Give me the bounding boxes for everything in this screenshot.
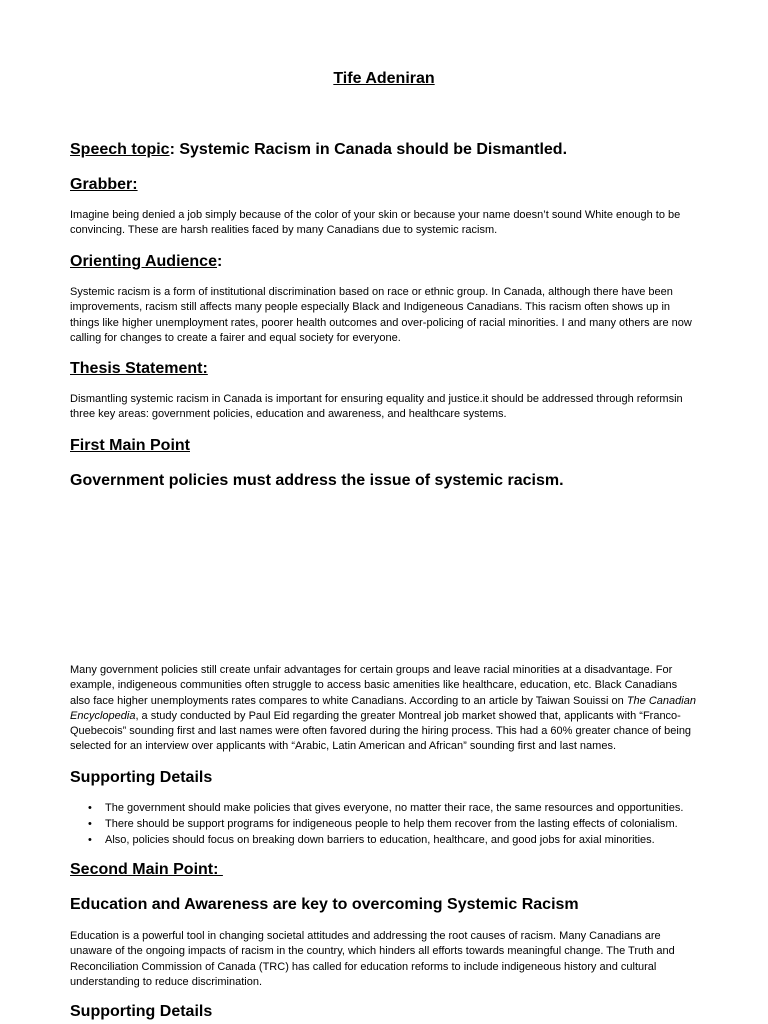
second-main-point-paragraph: Education is a powerful tool in changing societal attitudes and addressing the root causes of racism. Many Canadians are unaware of the ongoing impacts of racism in the country, which hinders all efforts towards meaningful change. The Truth and Reconciliation Commission of Canada (TRC) has called for education reforms to include indigeneous history and cultural understanding to reduce discrimination. [70,930,675,988]
speech-topic-label: Speech topic [70,141,170,158]
list-item-text: The government should make policies that gives everyone, no matter their race, the same resources and opportunities. [105,802,684,814]
second-main-point-heading [70,860,700,880]
supporting-details-heading-1-text: Supporting Details [70,769,213,786]
grabber-heading [70,175,700,195]
first-main-point-subheading: Government policies must address the issue of systemic racism. [70,472,564,489]
orienting-heading-colon: : [216,253,223,270]
grabber-heading-text: Grabber: [70,176,138,193]
bullet-icon: • [88,834,92,846]
thesis-heading [70,359,700,379]
grabber-paragraph: Imagine being denied a job simply because of the color of your skin or because your name doesn’t sound White enough to be convincing. These are harsh realities faced by many Canadians due to systemic racism. [70,209,681,237]
thesis-paragraph: Dismantling systemic racism in Canada is important for ensuring equality and justice.it should be addressed through reformsin three key areas: government policies, education and awareness, and healthcare systems. [70,393,683,421]
list-item-text: Also, policies should focus on breaking down barriers to education, healthcare, and good jobs for axial minorities. [105,834,655,846]
second-main-point-subheading: Education and Awareness are key to overcoming Systemic Racism [70,896,579,913]
second-main-point-heading-text: Second Main Point: [70,861,223,878]
author-name: Tife Adeniran [333,70,435,87]
first-main-point-heading-text: First Main Point [70,437,190,454]
supporting-details-heading-2: Supporting Details [70,1003,213,1020]
orienting-paragraph: Systemic racism is a form of institutional discrimination based on race or ethnic group. In Canada, although there have been improvements, racism still affects many people especially Black and Indigeneous Canadians. This racism often shows up in things like higher unemployment rates, poorer health outcomes and over-policing of racial minorities. I and many others are now calling for changes to create a fairer and equal society for everyone. [70,286,692,344]
thesis-heading-text: Thesis Statement: [70,360,208,377]
speech-topic-text: : Systemic Racism in Canada should be Dismantled. [169,141,568,158]
list-item-text: There should be support programs for indigeneous people to help them recover from the lasting effects of colonialism. [105,818,678,830]
first-point-text-part1: Many government policies still create unfair advantages for certain groups and leave racial minorities at a disadvantage. For example, indigeneous communities often struggle to access basic amenities like healthcare, education, etc. Black Canadians also face higher unemployments rates compares to white Canadians. According to an article by Taiwan Souissi on [70,664,678,707]
orienting-heading [70,252,700,272]
bullet-icon: • [88,818,92,830]
list-item [70,816,700,832]
orienting-heading-text: Orienting Audience [70,253,217,270]
list-item [70,800,700,816]
bullet-icon: • [88,802,92,814]
first-main-point-heading [70,436,700,456]
list-item [70,832,700,848]
source-citation: The Canadian Encyclopedia [70,694,696,722]
first-main-point-paragraph [70,663,700,755]
supporting-details-heading-1 [70,768,700,788]
first-point-text-part2: , a study conducted by Paul Eid regarding the greater Montreal job market showed that, applicants with “Franco-Quebecois” sounding first and last names were often favored during the hiring process. This had a 60% greater chance of being selected for an interview over applicants with “Arabic, Latin American and African” sounding first and last names. [70,709,692,753]
speech-topic-heading [70,140,700,160]
supporting-details-list-1 [70,800,700,848]
